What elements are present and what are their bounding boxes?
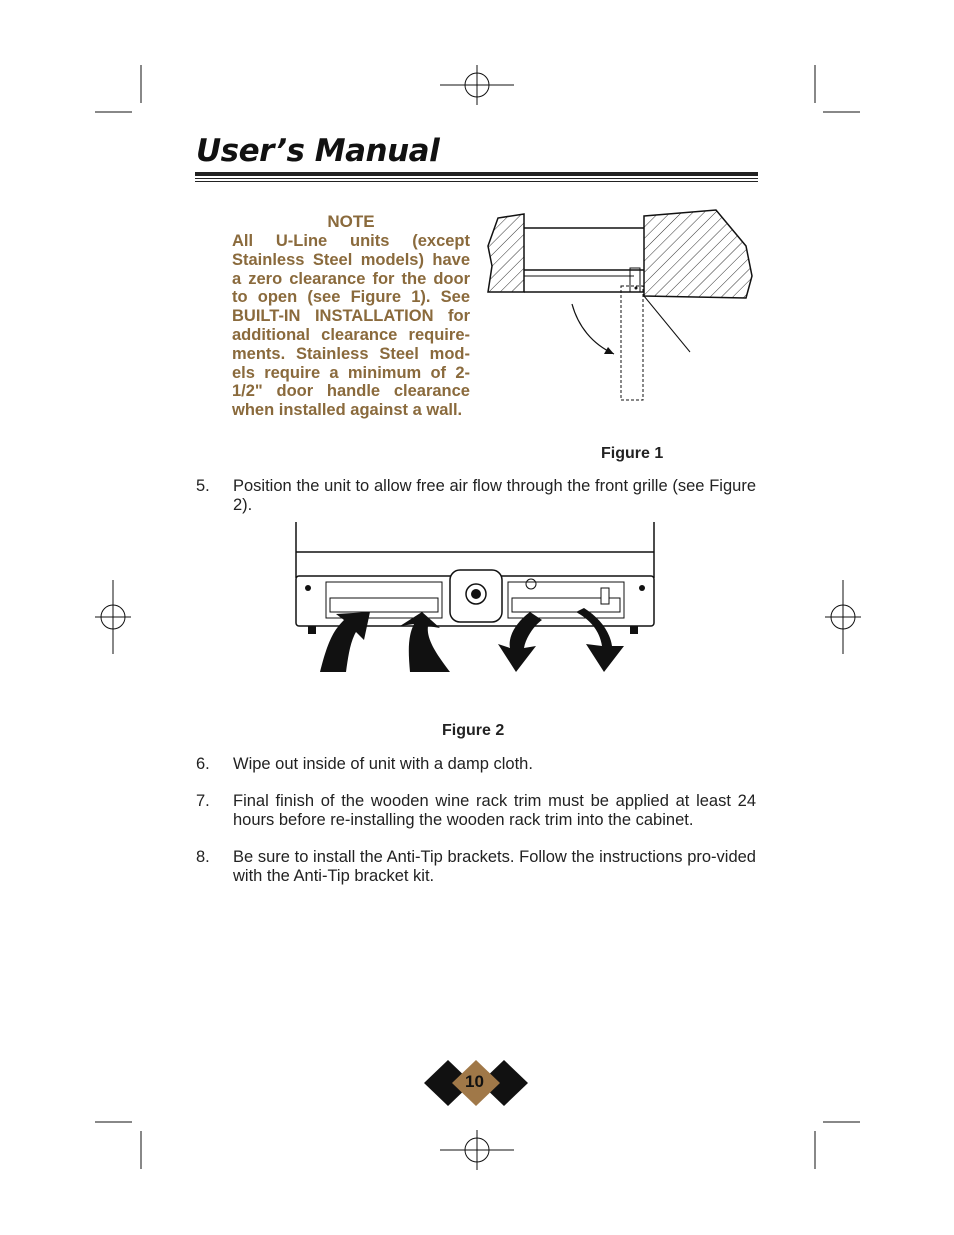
title-rule-thick bbox=[195, 172, 758, 176]
note-body: All U-Line units (except Stainless Steel models) have a zero clearance for the door to open (see Figure 1). See BUILT-IN INSTALLATION for additional clearance require-ments. Stainless Steel mod-els require a minimum of 2-1/2" door handle clearance when installed against a wall. bbox=[232, 232, 470, 420]
title-rule-thin-1 bbox=[195, 178, 758, 179]
note-heading: NOTE bbox=[327, 212, 375, 231]
list-item bbox=[196, 848, 756, 886]
figure-1-caption: Figure 1 bbox=[601, 445, 664, 462]
figure-2-airflow-drawing bbox=[290, 520, 670, 680]
figure-2-caption: Figure 2 bbox=[442, 722, 505, 739]
list-item-number: 5. bbox=[196, 477, 210, 495]
list-item bbox=[196, 477, 756, 515]
list-item-text: Wipe out inside of unit with a damp cloth. bbox=[233, 755, 533, 773]
list-item-number: 7. bbox=[196, 792, 210, 810]
page-title: User’s Manual bbox=[196, 133, 440, 169]
list-item-text: Position the unit to allow free air flow through the front grille (see Figure 2). bbox=[233, 477, 756, 514]
list-item-number: 8. bbox=[196, 848, 210, 866]
figure-1-door-clearance-drawing bbox=[484, 206, 764, 406]
list-item-text: Final finish of the wooden wine rack trim must be applied at least 24 hours before re-installing the wooden rack trim into the cabinet. bbox=[233, 792, 756, 829]
list-item-text: Be sure to install the Anti-Tip brackets. Follow the instructions pro-vided with the Anti-Tip bracket kit. bbox=[233, 848, 756, 885]
title-rule-thin-2 bbox=[195, 181, 758, 182]
list-item-number: 6. bbox=[196, 755, 210, 773]
list-item bbox=[196, 755, 756, 774]
page-number: 10 bbox=[465, 1072, 484, 1091]
list-item bbox=[196, 792, 756, 830]
